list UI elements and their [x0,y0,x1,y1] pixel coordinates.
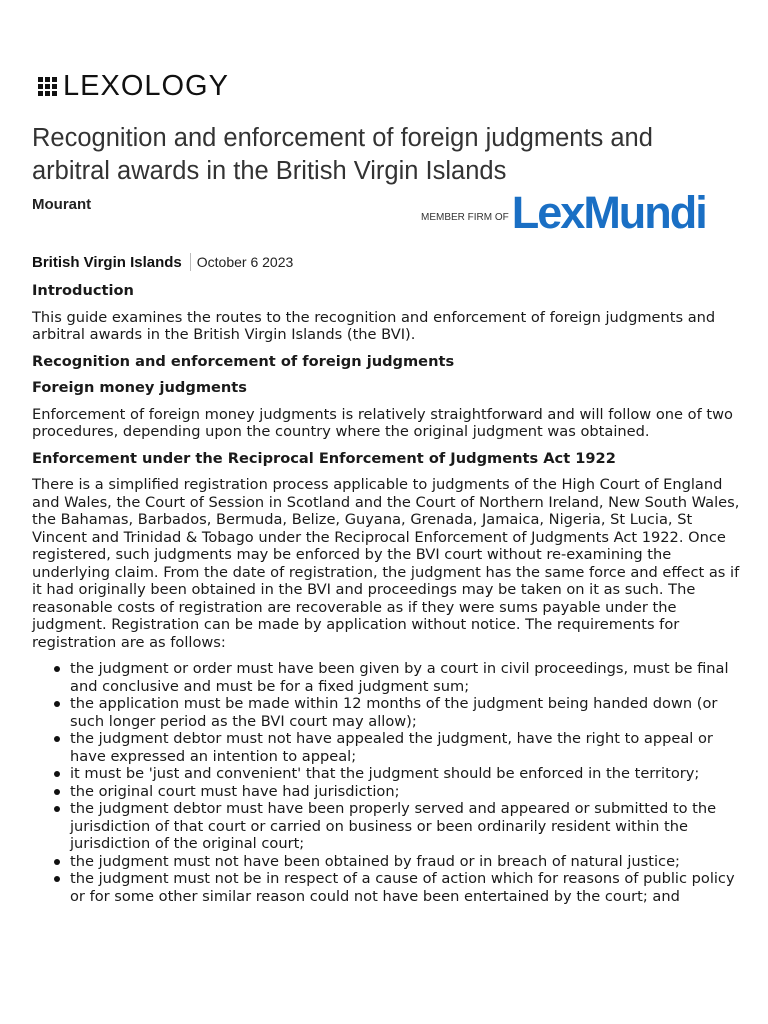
section-heading-introduction: Introduction [32,282,134,299]
list-item: the judgment debtor must not have appealed the judgment, have the right to appeal or have expressed an intention to appeal; [70,730,742,765]
lexology-logo[interactable] [38,72,229,101]
lex-mundi-logo: LexMundi [511,187,706,238]
list-item: the judgment must not be in respect of a cause of action which for reasons of public policy or for some other similar reason could not have been entertained by the court; and [70,870,742,905]
requirements-list [32,660,742,905]
list-item: it must be 'just and convenient' that the judgment should be enforced in the territory; [70,765,742,783]
publish-date: October 6 2023 [196,254,294,270]
list-item: the judgment must not have been obtained by fraud or in breach of natural justice; [70,853,742,871]
article-meta [32,253,293,271]
jurisdiction-label[interactable]: British Virgin Islands [32,253,182,271]
list-item: the application must be made within 12 months of the judgment being handed down (or such longer period as the BVI court may allow); [70,695,742,730]
paragraph-money-judgments: Enforcement of foreign money judgments is relatively straightforward and will follow one of two procedures, depending upon the country where the original judgment was obtained. [32,405,733,440]
section-heading-money-judgments: Foreign money judgments [32,379,247,396]
list-item: the judgment debtor must have been properly served and appeared or submitted to the jurisdiction of that court or carried on business or been ordinarily resident within the jurisdiction of the original court; [70,800,742,853]
lexology-dots-icon [38,77,57,96]
paragraph-reciprocal-act: There is a simplified registration process applicable to judgments of the High Court of England and Wales, the Court of Session in Scotland and the Court of Northern Ireland, New South Wales, the Bahamas, Barbados, Bermuda, Belize, Guyana, Grenada, Jamaica, Nigeria, St Lucia, St Vincent and Trinidad & Tobago under the Reciprocal Enforcement of Judgments Act 1922. Once registered, such judgments may be enforced by the BVI court without re-examining the underlying claim. From the date of registration, the judgment has the same force and effect as if it had originally been obtained in the BVI and proceedings may be taken on it as such. The reasonable costs of registration are recoverable as if they were sums payable under the judgment. Registration can be made by application without notice. The requirements for registration are as follows: [32,476,740,651]
list-item: the judgment or order must have been given by a court in civil proceedings, must be final and conclusive and must be for a fixed judgment sum; [70,660,742,695]
lexology-wordmark: LEXOLOGY [63,70,229,102]
article-body [32,282,742,905]
list-item: the original court must have had jurisdiction; [70,783,742,801]
section-heading-recognition: Recognition and enforcement of foreign judgments [32,352,455,370]
author-name[interactable]: Mourant [32,196,92,213]
article-title: Recognition and enforcement of foreign judgments and arbitral awards in the British Virgin Islands [32,124,653,185]
lex-mundi-badge [421,187,706,238]
meta-divider [190,253,191,271]
section-heading-reciprocal-act: Enforcement under the Reciprocal Enforcement of Judgments Act 1922 [32,449,616,467]
member-firm-label: MEMBER FIRM OF [421,212,509,223]
paragraph-introduction: This guide examines the routes to the recognition and enforcement of foreign judgments and arbitral awards in the British Virgin Islands (the BVI). [32,308,716,343]
